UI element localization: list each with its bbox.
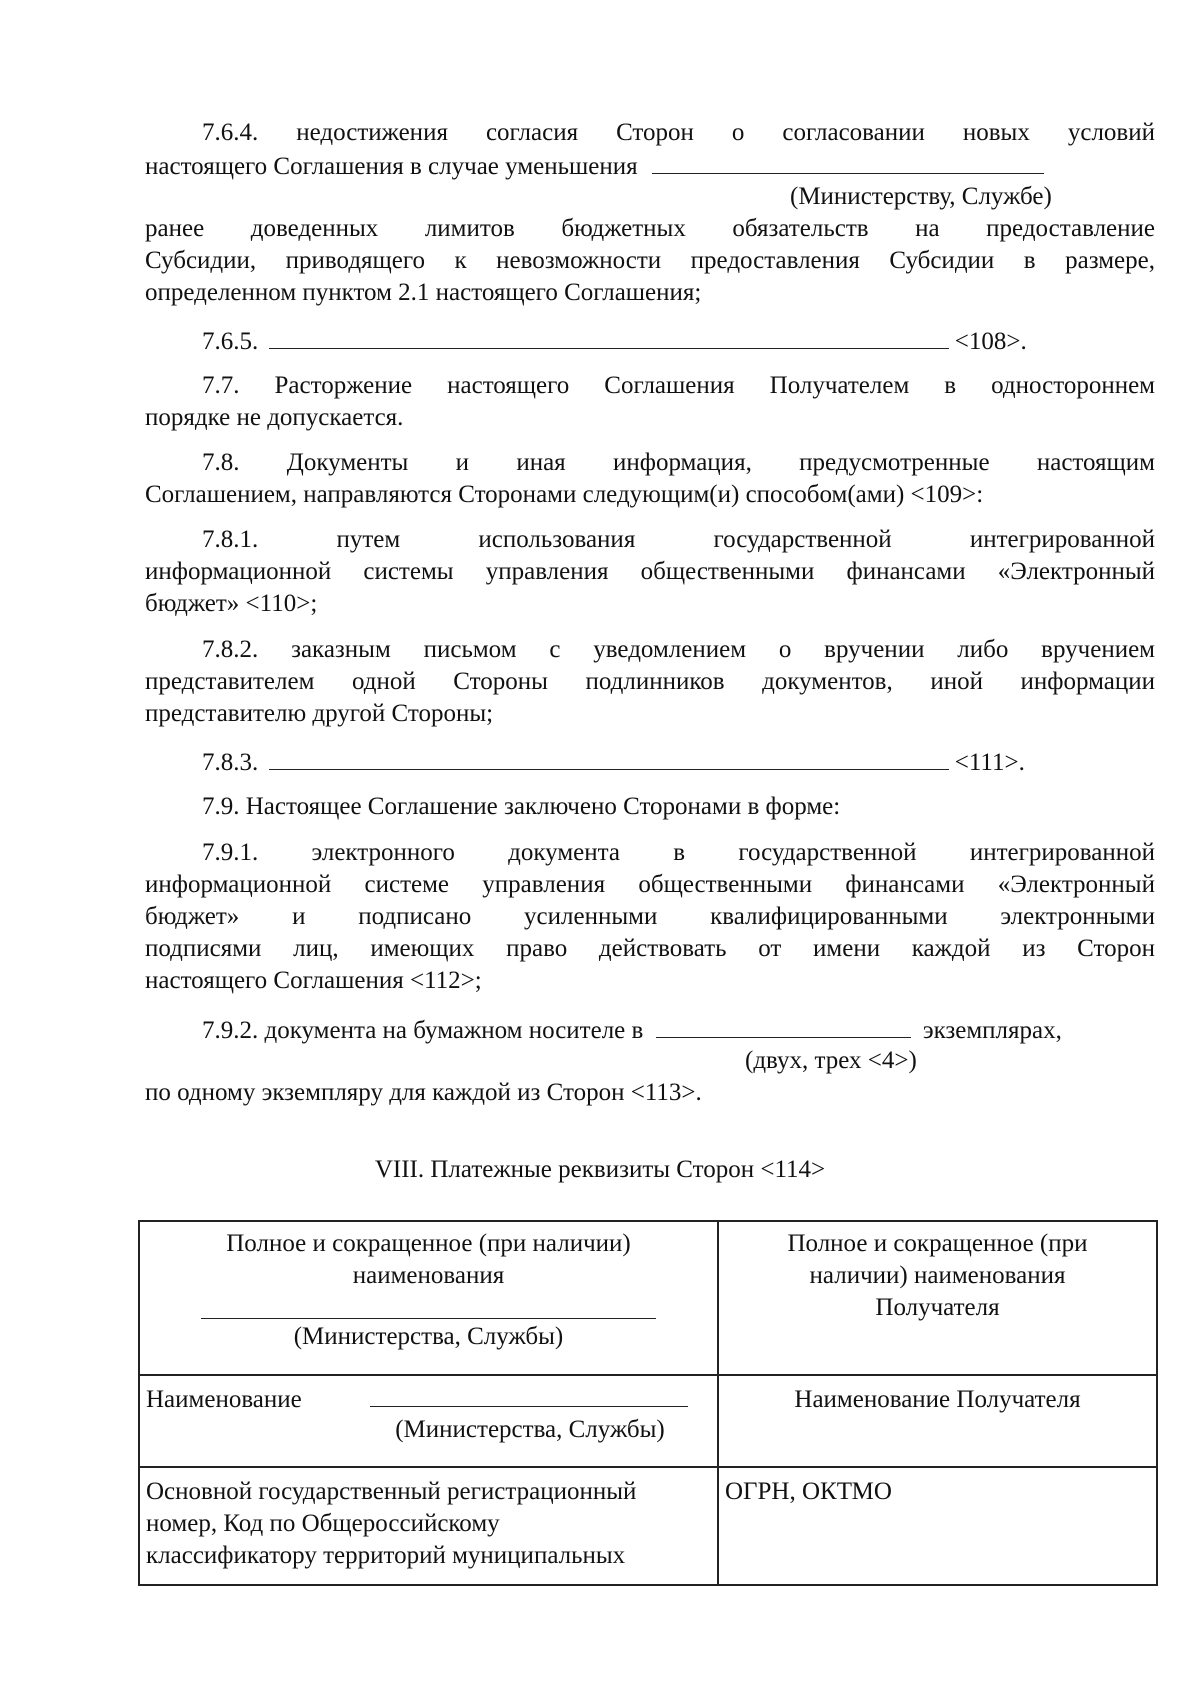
clause-text: настоящего Соглашения в случае уменьшения — [145, 153, 638, 180]
clause-7-8 — [145, 447, 1155, 511]
blank-caption: (двух, трех <4>) — [745, 1047, 917, 1074]
clause-line: представителем одной Стороны подлинников документов, иной информации — [145, 668, 1155, 695]
clause-7-6-4-cont — [145, 213, 1155, 309]
clause-line: ранее доведенных лимитов бюджетных обязательств на предоставление — [145, 215, 1155, 242]
clause-line: 7.8.1. путем использования государственной интегрированной — [202, 526, 1155, 553]
clause-line: 7.8. Документы и иная информация, предусмотренные настоящим — [202, 449, 1155, 476]
clause-line: Соглашением, направляются Сторонами следующим(и) способом(ами) <109>: — [145, 481, 984, 508]
clause-7-9-2-cont — [145, 1077, 1155, 1109]
blank-line — [370, 1406, 688, 1407]
table-row — [139, 1221, 1157, 1375]
blank-line — [201, 1310, 656, 1319]
clause-7-6-5 — [145, 324, 1155, 358]
blank-line — [269, 324, 949, 349]
blank-caption: (Министерства, Службы) — [395, 1416, 665, 1443]
cell-text: наименования — [352, 1262, 505, 1289]
clause-line: подписями лиц, имеющих право действовать от имени каждой из Сторон — [145, 935, 1155, 962]
blank-caption: (Министерству, Службе) — [790, 183, 1052, 210]
cell-text: Получателя — [875, 1294, 1000, 1321]
cell-text: наличии) наименования — [809, 1262, 1066, 1289]
clause-line — [145, 149, 1155, 183]
clause-line: 7.9. Настоящее Соглашение заключено Сторонами в форме: — [202, 793, 841, 820]
clause-line: по одному экземпляру для каждой из Сторон <113>. — [145, 1079, 702, 1106]
clause-line — [145, 324, 1155, 358]
clause-line: бюджет» <110>; — [145, 590, 318, 617]
blank-line — [652, 149, 1044, 174]
clause-number: 7.6.5. — [202, 328, 259, 355]
clause-line: информационной системе управления общественными финансами «Электронный — [145, 871, 1155, 898]
footnote-ref: <108>. — [954, 328, 1027, 355]
table-cell — [718, 1221, 1157, 1375]
clause-7-8-2 — [145, 634, 1155, 730]
cell-text: классификатору территорий муниципальных — [146, 1542, 626, 1569]
clause-7-7 — [145, 370, 1155, 434]
table-cell — [718, 1375, 1157, 1467]
blank-line — [656, 1013, 911, 1038]
clause-line: 7.7. Расторжение настоящего Соглашения Получателем в одностороннем — [202, 372, 1155, 399]
requisites-table — [138, 1220, 1158, 1586]
cell-text: номер, Код по Общероссийскому — [146, 1510, 500, 1537]
cell-text: Полное и сокращенное (при — [787, 1230, 1088, 1257]
table-cell — [139, 1375, 718, 1467]
clause-line: 7.8.2. заказным письмом с уведомлением о вручении либо вручением — [202, 636, 1155, 663]
table-cell — [139, 1467, 718, 1585]
table-row — [139, 1467, 1157, 1585]
clause-7-9-2 — [145, 1013, 1155, 1047]
clause-number: 7.8.3. — [202, 749, 259, 776]
clause-line: порядке не допускается. — [145, 404, 404, 431]
clause-line: 7.6.4. недостижения согласия Сторон о согласовании новых условий — [202, 119, 1155, 146]
clause-line: настоящего Соглашения <112>; — [145, 967, 482, 994]
blank-caption: (Министерства, Службы) — [293, 1323, 564, 1350]
cell-text: Полное и сокращенное (при наличии) — [226, 1230, 631, 1257]
blank-line — [269, 745, 949, 770]
footnote-ref: <111>. — [954, 749, 1025, 776]
section-heading: VIII. Платежные реквизиты Сторон <114> — [374, 1156, 826, 1183]
clause-line: бюджет» и подписано усиленными квалифицированными электронными — [145, 903, 1155, 930]
clause-7-9-1 — [145, 837, 1155, 997]
clause-line: 7.9.1. электронного документа в государственной интегрированной — [202, 839, 1155, 866]
clause-line: информационной системы управления общественными финансами «Электронный — [145, 558, 1155, 585]
table-cell — [718, 1467, 1157, 1585]
clause-line: определенном пунктом 2.1 настоящего Соглашения; — [145, 279, 702, 306]
clause-7-8-3 — [145, 745, 1155, 779]
clause-text: 7.9.2. документа на бумажном носителе в — [202, 1017, 644, 1044]
table-row — [139, 1375, 1157, 1467]
clause-7-8-1 — [145, 524, 1155, 620]
clause-text: экземплярах, — [922, 1017, 1062, 1044]
cell-text: Наименование Получателя — [794, 1386, 1081, 1413]
cell-label: Наименование — [146, 1386, 302, 1413]
clause-line: Субсидии, приводящего к невозможности предоставления Субсидии в размере, — [145, 247, 1155, 274]
clause-line — [145, 745, 1155, 779]
cell-text: Основной государственный регистрационный — [146, 1478, 637, 1505]
clause-7-9 — [145, 791, 1155, 823]
clause-7-6-4 — [145, 117, 1155, 183]
clause-line — [145, 1013, 1155, 1047]
table-cell — [139, 1221, 718, 1375]
clause-line: представителю другой Стороны; — [145, 700, 494, 727]
cell-text: ОГРН, ОКТМО — [725, 1478, 892, 1505]
